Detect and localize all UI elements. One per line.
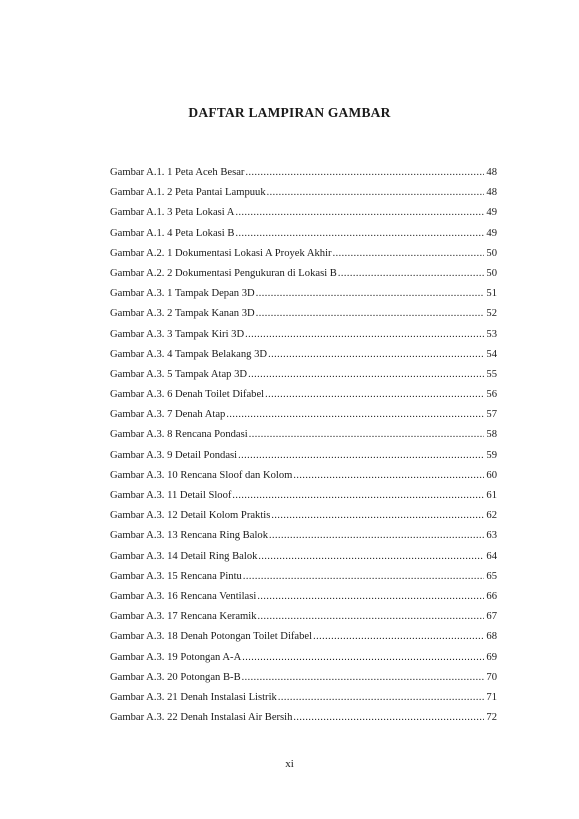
toc-entry[interactable] — [110, 328, 497, 348]
table-of-contents — [110, 166, 497, 731]
toc-entry[interactable] — [110, 570, 497, 590]
toc-dot-leader — [235, 227, 484, 241]
toc-entry-label: Gambar A.3. 5 Tampak Atap 3D — [110, 368, 248, 380]
toc-entry-page: 56 — [486, 389, 497, 401]
toc-entry-page: 70 — [486, 671, 497, 683]
toc-entry[interactable] — [110, 287, 497, 307]
toc-entry-page: 49 — [486, 227, 497, 239]
toc-entry-label: Gambar A.3. 22 Denah Instalasi Air Bersih — [110, 712, 293, 724]
toc-entry-label: Gambar A.3. 19 Potongan A-A — [110, 651, 242, 663]
toc-entry-page: 50 — [486, 267, 497, 279]
toc-entry-label: Gambar A.1. 2 Peta Pantai Lampuuk — [110, 187, 266, 199]
toc-entry[interactable] — [110, 186, 497, 206]
toc-entry-label: Gambar A.3. 9 Detail Pondasi — [110, 449, 238, 461]
toc-dot-leader — [232, 489, 484, 503]
toc-dot-leader — [278, 691, 484, 705]
page-title: DAFTAR LAMPIRAN GAMBAR — [188, 105, 391, 120]
toc-entry-page: 54 — [486, 348, 497, 360]
toc-dot-leader — [245, 166, 484, 180]
toc-entry-label: Gambar A.3. 7 Denah Atap — [110, 409, 226, 421]
toc-entry-label: Gambar A.3. 2 Tampak Kanan 3D — [110, 308, 255, 320]
toc-dot-leader — [235, 206, 484, 220]
toc-entry-page: 62 — [486, 510, 497, 522]
toc-entry-label: Gambar A.3. 16 Rencana Ventilasi — [110, 590, 257, 602]
toc-entry[interactable] — [110, 671, 497, 691]
toc-dot-leader — [333, 247, 484, 261]
toc-entry[interactable] — [110, 691, 497, 711]
toc-dot-leader — [242, 671, 484, 685]
toc-entry-page: 65 — [486, 570, 497, 582]
toc-entry-label: Gambar A.2. 2 Dokumentasi Pengukuran di Lokasi B — [110, 267, 337, 279]
toc-entry-label: Gambar A.3. 6 Denah Toilet Difabel — [110, 389, 265, 401]
toc-entry[interactable] — [110, 408, 497, 428]
toc-entry-page: 59 — [486, 449, 497, 461]
toc-entry-label: Gambar A.3. 15 Rencana Pintu — [110, 570, 242, 582]
toc-dot-leader — [313, 630, 484, 644]
toc-entry-label: Gambar A.3. 3 Tampak Kiri 3D — [110, 328, 245, 340]
toc-dot-leader — [256, 287, 484, 301]
toc-entry[interactable] — [110, 610, 497, 630]
toc-entry-page: 72 — [486, 712, 497, 724]
toc-dot-leader — [256, 307, 484, 321]
toc-entry-label: Gambar A.3. 12 Detail Kolom Praktis — [110, 510, 271, 522]
toc-entry-page: 68 — [486, 631, 497, 643]
toc-entry-page: 53 — [486, 328, 497, 340]
toc-entry-label: Gambar A.3. 17 Rencana Keramik — [110, 611, 257, 623]
toc-entry-label: Gambar A.3. 18 Denah Potongan Toilet Difabel — [110, 631, 313, 643]
toc-entry-label: Gambar A.1. 4 Peta Lokasi B — [110, 227, 235, 239]
toc-dot-leader — [245, 328, 484, 342]
toc-entry-label: Gambar A.3. 20 Potongan B-B — [110, 671, 241, 683]
toc-entry-label: Gambar A.3. 1 Tampak Depan 3D — [110, 288, 255, 300]
toc-entry[interactable] — [110, 469, 497, 489]
toc-entry-label: Gambar A.3. 4 Tampak Belakang 3D — [110, 348, 268, 360]
toc-entry[interactable] — [110, 368, 497, 388]
toc-entry-label: Gambar A.3. 10 Rencana Sloof dan Kolom — [110, 469, 293, 481]
toc-dot-leader — [243, 570, 484, 584]
toc-dot-leader — [265, 388, 484, 402]
toc-entry[interactable] — [110, 348, 497, 368]
toc-entry[interactable] — [110, 428, 497, 448]
toc-dot-leader — [257, 590, 484, 604]
toc-dot-leader — [242, 651, 484, 665]
toc-entry[interactable] — [110, 247, 497, 267]
toc-entry-label: Gambar A.3. 11 Detail Sloof — [110, 490, 232, 501]
toc-dot-leader — [271, 509, 484, 523]
page-number: xi — [285, 758, 294, 770]
toc-entry-page: 48 — [486, 187, 497, 199]
toc-entry-label: Gambar A.3. 14 Detail Ring Balok — [110, 550, 258, 562]
toc-dot-leader — [267, 186, 484, 200]
toc-entry-page: 60 — [486, 469, 497, 481]
toc-entry[interactable] — [110, 630, 497, 650]
toc-entry-page: 48 — [486, 167, 497, 178]
toc-entry[interactable] — [110, 509, 497, 529]
toc-entry[interactable] — [110, 449, 497, 469]
toc-entry[interactable] — [110, 651, 497, 671]
toc-entry-label: Gambar A.3. 8 Rencana Pondasi — [110, 429, 248, 441]
toc-dot-leader — [293, 711, 484, 725]
toc-entry[interactable] — [110, 267, 497, 287]
toc-dot-leader — [258, 550, 484, 564]
toc-entry-label: Gambar A.3. 13 Rencana Ring Balok — [110, 530, 268, 542]
toc-entry-page: 63 — [486, 530, 497, 542]
toc-dot-leader — [338, 267, 484, 281]
toc-dot-leader — [249, 428, 484, 442]
toc-dot-leader — [293, 469, 484, 483]
toc-entry-page: 57 — [486, 409, 497, 421]
toc-dot-leader — [238, 449, 484, 463]
toc-dot-leader — [269, 529, 484, 543]
toc-entry-page: 58 — [486, 429, 497, 441]
toc-entry[interactable] — [110, 388, 497, 408]
toc-dot-leader — [226, 408, 484, 422]
toc-entry[interactable] — [110, 711, 497, 731]
toc-entry-page: 49 — [486, 207, 497, 219]
toc-entry-page: 67 — [486, 611, 497, 623]
toc-entry-page: 61 — [486, 490, 497, 501]
toc-entry-page: 66 — [486, 590, 497, 602]
toc-entry[interactable] — [110, 489, 497, 509]
toc-entry[interactable] — [110, 529, 497, 549]
toc-dot-leader — [268, 348, 484, 362]
toc-entry-label: Gambar A.2. 1 Dokumentasi Lokasi A Proyek Akhir — [110, 247, 332, 259]
toc-entry-page: 69 — [486, 651, 497, 663]
toc-entry[interactable] — [110, 307, 497, 327]
toc-dot-leader — [248, 368, 484, 382]
toc-entry[interactable] — [110, 590, 497, 610]
toc-entry[interactable] — [110, 550, 497, 570]
toc-entry-label: Gambar A.3. 21 Denah Instalasi Listrik — [110, 691, 277, 703]
toc-entry-page: 52 — [486, 308, 497, 320]
toc-entry[interactable] — [110, 166, 497, 186]
toc-entry-label: Gambar A.1. 1 Peta Aceh Besar — [110, 167, 245, 178]
toc-entry-page: 51 — [486, 288, 497, 300]
toc-entry-label: Gambar A.1. 3 Peta Lokasi A — [110, 207, 235, 219]
toc-entry-page: 50 — [486, 247, 497, 259]
toc-dot-leader — [258, 610, 485, 624]
toc-entry-page: 64 — [486, 550, 497, 562]
toc-entry[interactable] — [110, 206, 497, 226]
toc-entry[interactable] — [110, 227, 497, 247]
toc-entry-page: 55 — [486, 368, 497, 380]
toc-entry-page: 71 — [486, 691, 497, 703]
